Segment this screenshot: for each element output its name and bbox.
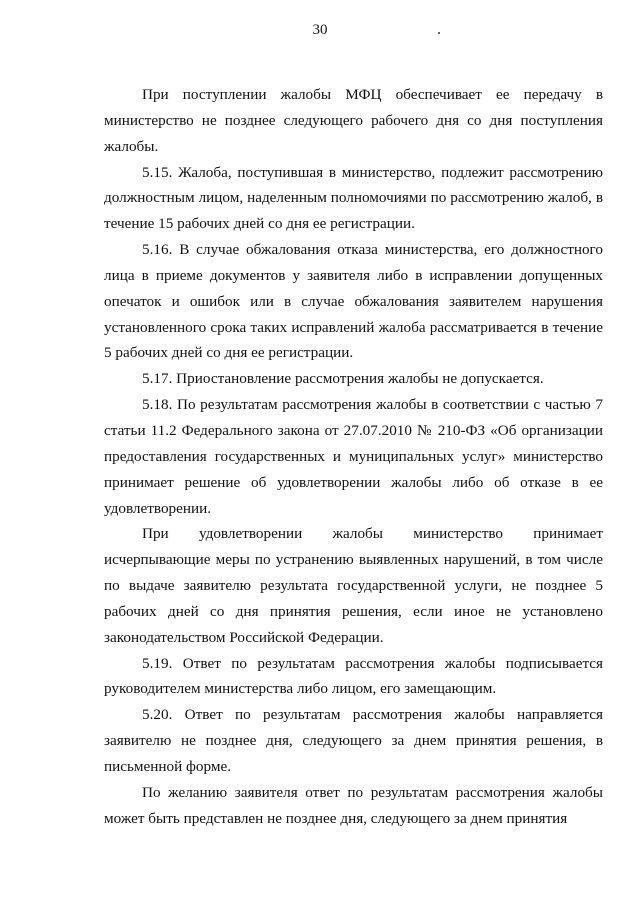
- paragraph-5-20: 5.20. Ответ по результатам рассмотрения жалобы направляется заявителю не позднее дня, следующего за днем принятия решения, в письменной форме.: [104, 706, 603, 775]
- paragraph-5-16: 5.16. В случае обжалования отказа министерства, его должностного лица в приеме документов у заявителя либо в исправлении допущенных опечаток и ошибок или в случае обжалования заявителем нарушения установленного срока таких исправлений жалоба рассматривается в течение 5 рабочих дней со дня ее регистрации.: [104, 241, 603, 362]
- paragraph-mfc-transfer: При поступлении жалобы МФЦ обеспечивает ее передачу в министерство не позднее следующего рабочего дня со дня поступления жалобы.: [104, 86, 603, 155]
- page-number: 30: [312, 22, 328, 38]
- paragraph-applicant-request: По желанию заявителя ответ по результатам рассмотрения жалобы может быть представлен не позднее дня, следующего за днем принятия: [104, 783, 603, 827]
- paragraph-5-17: 5.17. Приостановление рассмотрения жалобы не допускается.: [142, 370, 544, 388]
- paragraph-satisfaction-measures: При удовлетворении жалобы министерство принимает исчерпывающие меры по устранению выявленных нарушений, в том числе по выдаче заявителю результата государственной услуги, не позднее 5 рабочих дней со дня принятия решения, если иное не установлено законодательством Российской Федерации.: [104, 525, 603, 646]
- scan-speck: [438, 32, 440, 34]
- paragraph-5-19: 5.19. Ответ по результатам рассмотрения жалобы подписывается руководителем министерства либо лицом, его замещающим.: [104, 654, 603, 698]
- document-body: [104, 82, 603, 831]
- paragraph-5-15: 5.15. Жалоба, поступившая в министерство, подлежит рассмотрению должностным лицом, наделенным полномочиями по рассмотрению жалоб, в течение 15 рабочих дней со дня ее регистрации.: [104, 163, 603, 233]
- paragraph-5-18: 5.18. По результатам рассмотрения жалобы в соответствии с частью 7 статьи 11.2 Федерального закона от 27.07.2010 № 210-ФЗ «Об организации предоставления государственных и муниципальных услуг» министерство принимает решение об удовлетворении жалобы либо об отказе в ее удовлетворении.: [104, 396, 603, 517]
